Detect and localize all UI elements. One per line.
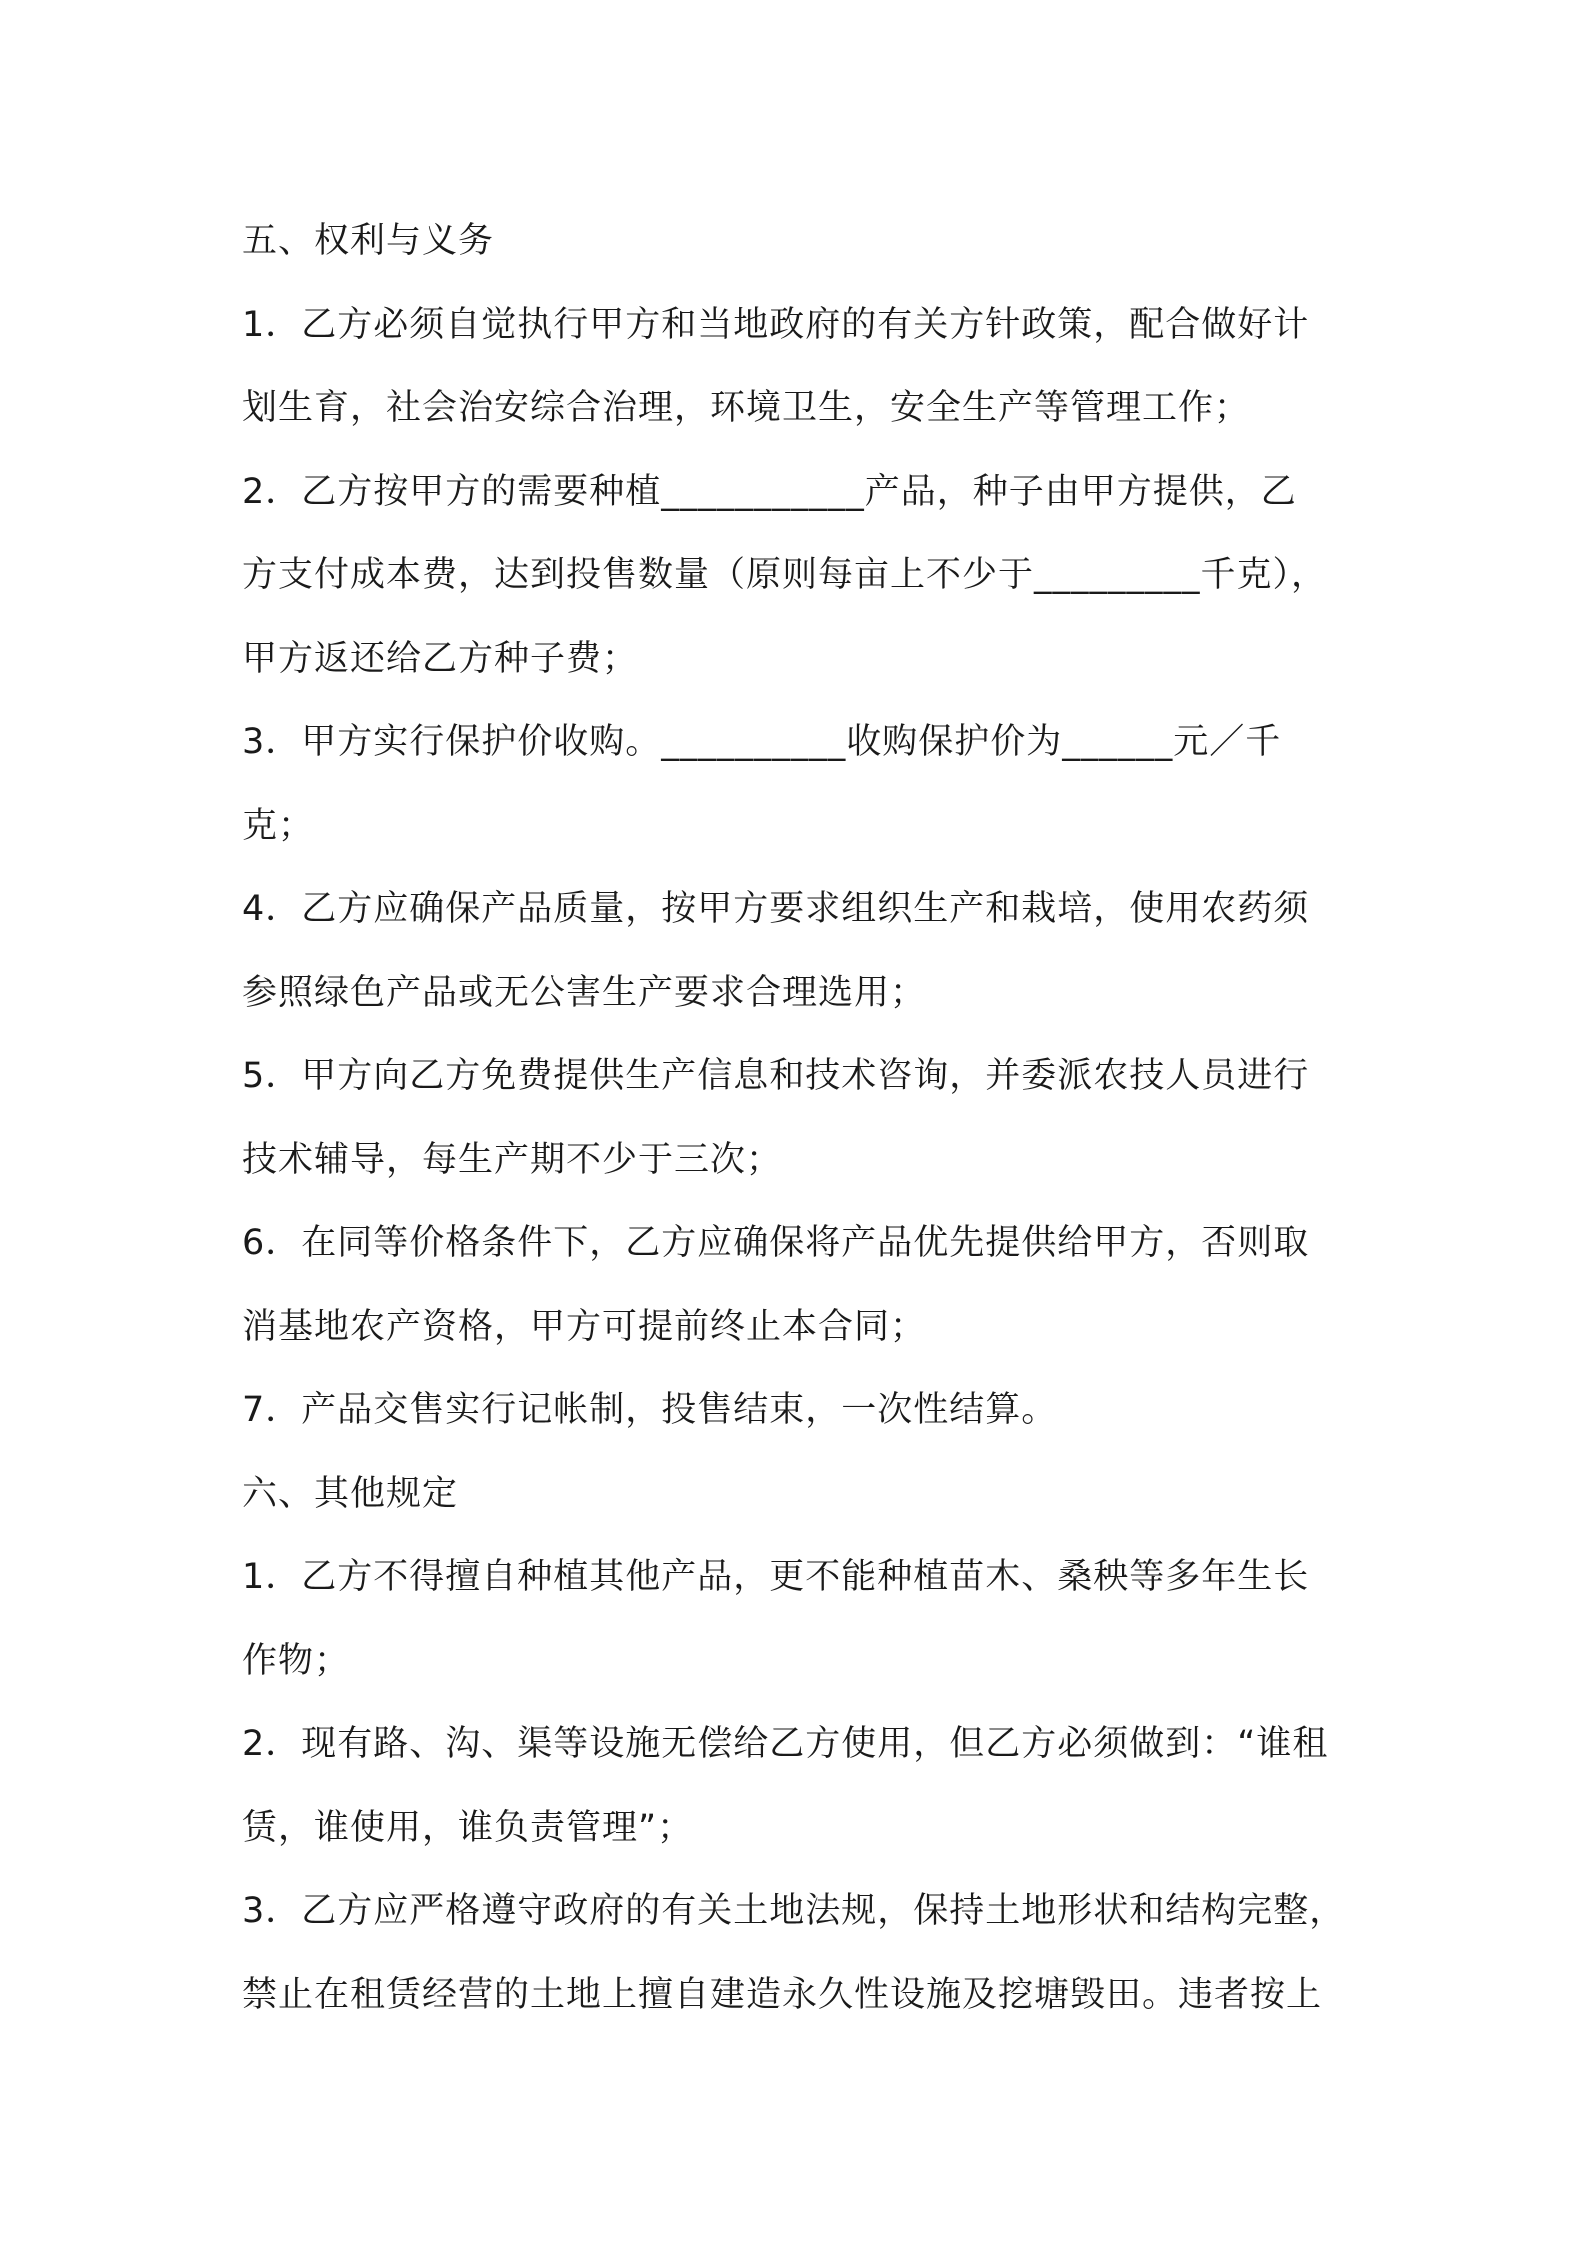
text-line: 克； <box>242 805 315 846</box>
text-line: 作物； <box>242 1640 351 1681</box>
text-line: 2．现有路、沟、渠等设施无偿给乙方使用，但乙方必须做到：“谁租 <box>242 1724 1329 1764</box>
text-line: 4．乙方应确保产品质量，按甲方要求组织生产和栽培，使用农药须 <box>242 889 1310 929</box>
text-line: 2．乙方按甲方的需要种植___________产品，种子由甲方提供，乙 <box>242 471 1297 512</box>
text-line: 方支付成本费，达到投售数量（原则每亩上不少于_________千克）， <box>242 555 1328 595</box>
section-heading-rights: 五、权利与义务 <box>242 221 495 261</box>
text-line: 1．乙方不得擅自种植其他产品，更不能种植苗木、桑秧等多年生长 <box>242 1557 1310 1597</box>
text-line: 3．甲方实行保护价收购。__________收购保护价为______元／千 <box>242 722 1282 762</box>
text-line: 赁，谁使用，谁负责管理”； <box>242 1807 694 1848</box>
text-line: 5．甲方向乙方免费提供生产信息和技术咨询，并委派农技人员进行 <box>242 1056 1310 1096</box>
text-line: 6．在同等价格条件下，乙方应确保将产品优先提供给甲方，否则取 <box>242 1223 1310 1263</box>
text-line: 1．乙方必须自觉执行甲方和当地政府的有关方针政策，配合做好计 <box>242 304 1310 345</box>
text-line: 禁止在租赁经营的土地上擅自建造永久性设施及挖塘毁田。违者按上 <box>242 1974 1323 2015</box>
text-line: 参照绿色产品或无公害生产要求合理选用； <box>242 972 927 1013</box>
section-heading-other: 六、其他规定 <box>242 1473 459 1514</box>
text-line: 划生育，社会治安综合治理，环境卫生，安全生产等管理工作； <box>242 388 1251 428</box>
document-body <box>242 200 1352 2037</box>
text-line: 7．产品交售实行记帐制，投售结束，一次性结算。 <box>242 1390 1058 1430</box>
text-line: 甲方返还给乙方种子费； <box>242 638 639 679</box>
text-line: 技术辅导，每生产期不少于三次； <box>242 1139 783 1180</box>
text-line: 消基地农产资格，甲方可提前终止本合同； <box>242 1306 927 1347</box>
text-line: 3．乙方应严格遵守政府的有关土地法规，保持土地形状和结构完整， <box>242 1891 1346 1931</box>
